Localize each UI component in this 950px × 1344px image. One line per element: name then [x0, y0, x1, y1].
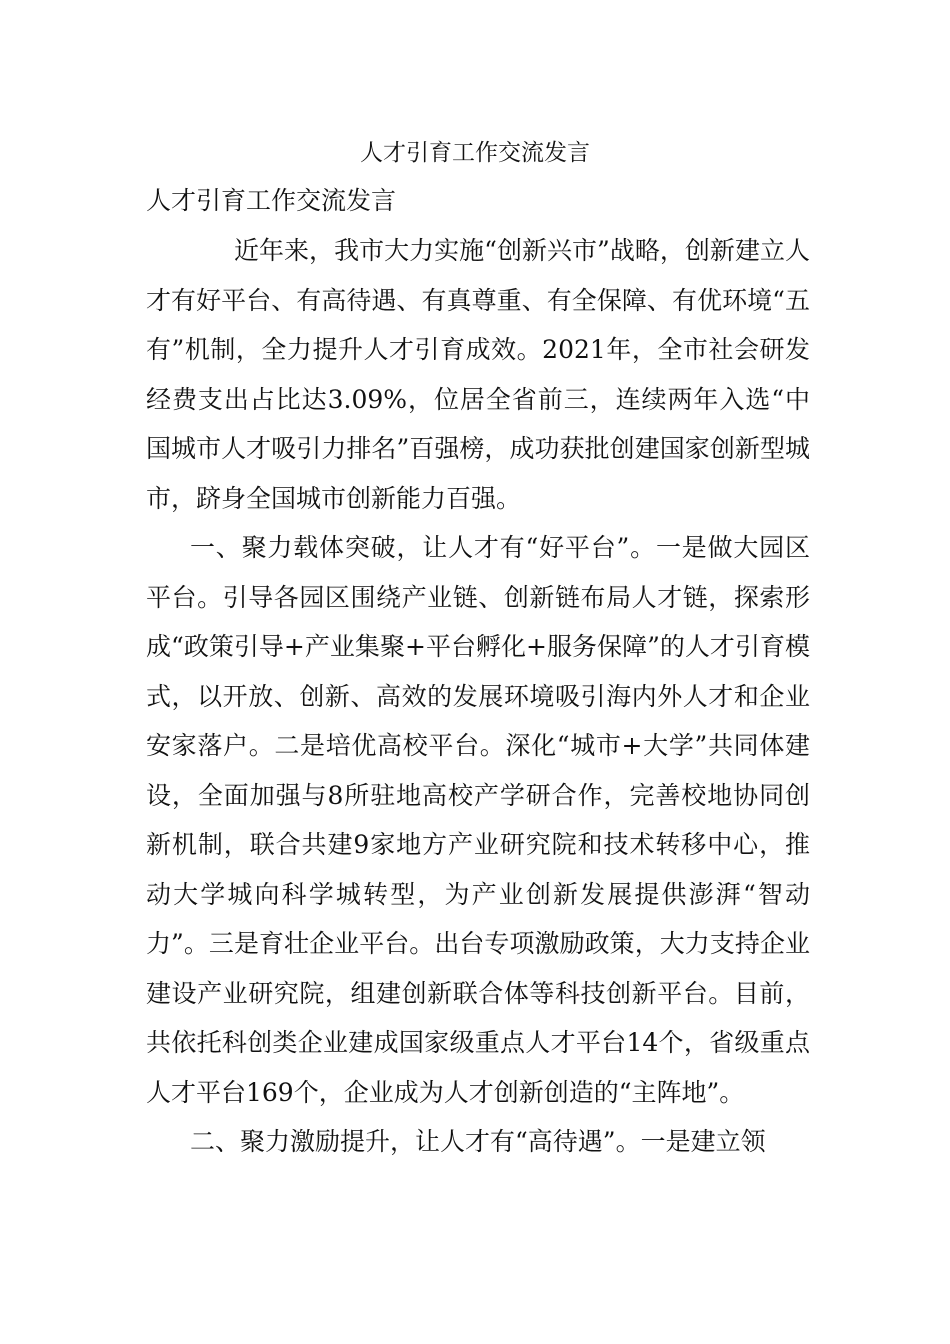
document-body	[146, 226, 810, 1167]
document-title: 人才引育工作交流发言	[360, 140, 590, 166]
paragraph-section-one: 一、聚力载体突破，让人才有“好平台”。一是做大园区平台。引导各园区围绕产业链、创新链布局人才链，探索形成“政策引导+产业集聚+平台孵化+服务保障”的人才引育模式，以开放、创新、高效的发展环境吸引海内外人才和企业安家落户。二是培优高校平台。深化“城市+大学”共同体建设，全面加强与8所驻地高校产学研合作，完善校地协同创新机制，联合共建9家地方产业研究院和技术转移中心，推动大学城向科学城转型，为产业创新发展提供澎湃“智动力”。三是育壮企业平台。出台专项激励政策，大力支持企业建设产业研究院，组建创新联合体等科技创新平台。目前，共依托科创类企业建成国家级重点人才平台14个，省级重点人才平台169个，企业成为人才创新创造的“主阵地”。	[146, 533, 810, 1107]
paragraph-intro: 近年来，我市大力实施“创新兴市”战略，创新建立人才有好平台、有高待遇、有真尊重、有全保障、有优环境“五有”机制，全力提升人才引育成效。2021年，全市社会研发经费支出占比达3.09%，位居全省前三，连续两年入选“中国城市人才吸引力排名”百强榜，成功获批创建国家创新型城市，跻身全国城市创新能力百强。	[146, 236, 810, 513]
paragraph-section-two: 二、聚力激励提升，让人才有“高待遇”。一是建立领	[190, 1127, 766, 1156]
document-subtitle: 人才引育工作交流发言	[146, 186, 397, 215]
